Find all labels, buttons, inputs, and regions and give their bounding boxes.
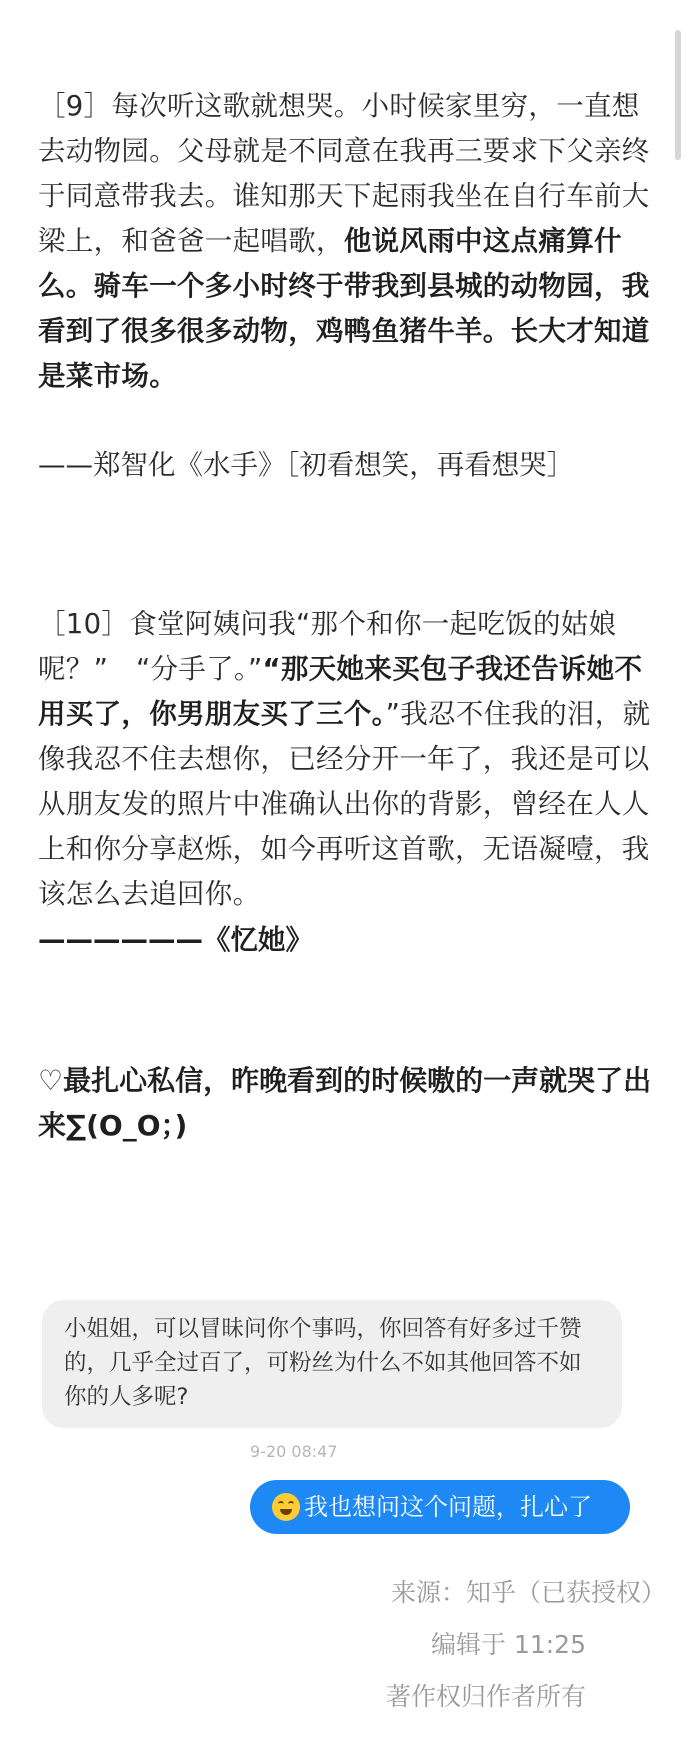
story-paragraph-9 <box>38 84 653 399</box>
outgoing-message-text: 我也想问这个问题，扎心了 <box>304 1493 592 1521</box>
message-timestamp: 9-20 08:47 <box>250 1442 338 1461</box>
song-signature-10: ——————《忆她》 <box>38 924 313 956</box>
story-10-text-b: ”我忍不住我的泪，就像我忍不住去想你，已经分开一年了，我还是可以从朋友发的照片中准确认出你的背影，曾经在人人上和你分享赵烁，如今再听这首歌，无语凝噎，我该怎么去追回你。 <box>38 698 651 910</box>
story-9-bold-text: 他说风雨中这点痛算什么。骑车一个多小时终于带我到县城的动物园，我看到了很多很多动物，鸡鸭鱼猪牛羊。长大才知道是菜市场。 <box>38 225 650 392</box>
story-10-text-a: ［10］食堂阿姨问我“那个和你一起吃饭的姑娘呢？” “分手了。” <box>38 608 617 685</box>
incoming-message-bubble: 小姐姐，可以冒昧问你个事吗，你回答有好多过千赞的，几乎全过百了，可粉丝为什么不如其他回答不如你的人多呢? <box>42 1300 622 1428</box>
edited-time: 编辑于 11:25 <box>431 1630 586 1659</box>
story-10-bold-text: “那天她来买包子我还告诉她不用买了，你男朋友买了三个。 <box>38 653 643 730</box>
heart-heading: ♡最扎心私信，昨晚看到的时候嗷的一声就哭了出来∑(O_O；) <box>38 1064 652 1142</box>
story-9-text: ［9］每次听这歌就想哭。小时候家里穷，一直想去动物园。父母就是不同意在我再三要求下父亲终于同意带我去。谁知那天下起雨我坐在自行车前大梁上，和爸爸一起唱歌， <box>38 90 650 257</box>
story-paragraph-10 <box>38 602 653 917</box>
scrollbar[interactable] <box>675 30 681 160</box>
laughing-tears-emoji-icon <box>272 1493 300 1521</box>
private-message-screenshot <box>38 1300 653 1540</box>
copyright-note: 著作权归作者所有 <box>385 1682 586 1711</box>
outgoing-message-bubble <box>250 1480 630 1534</box>
source-note: 来源：知乎（已获授权） <box>390 1578 666 1607</box>
song-signature-9: ——郑智化《水手》［初看想笑，再看想哭］ <box>38 449 575 481</box>
